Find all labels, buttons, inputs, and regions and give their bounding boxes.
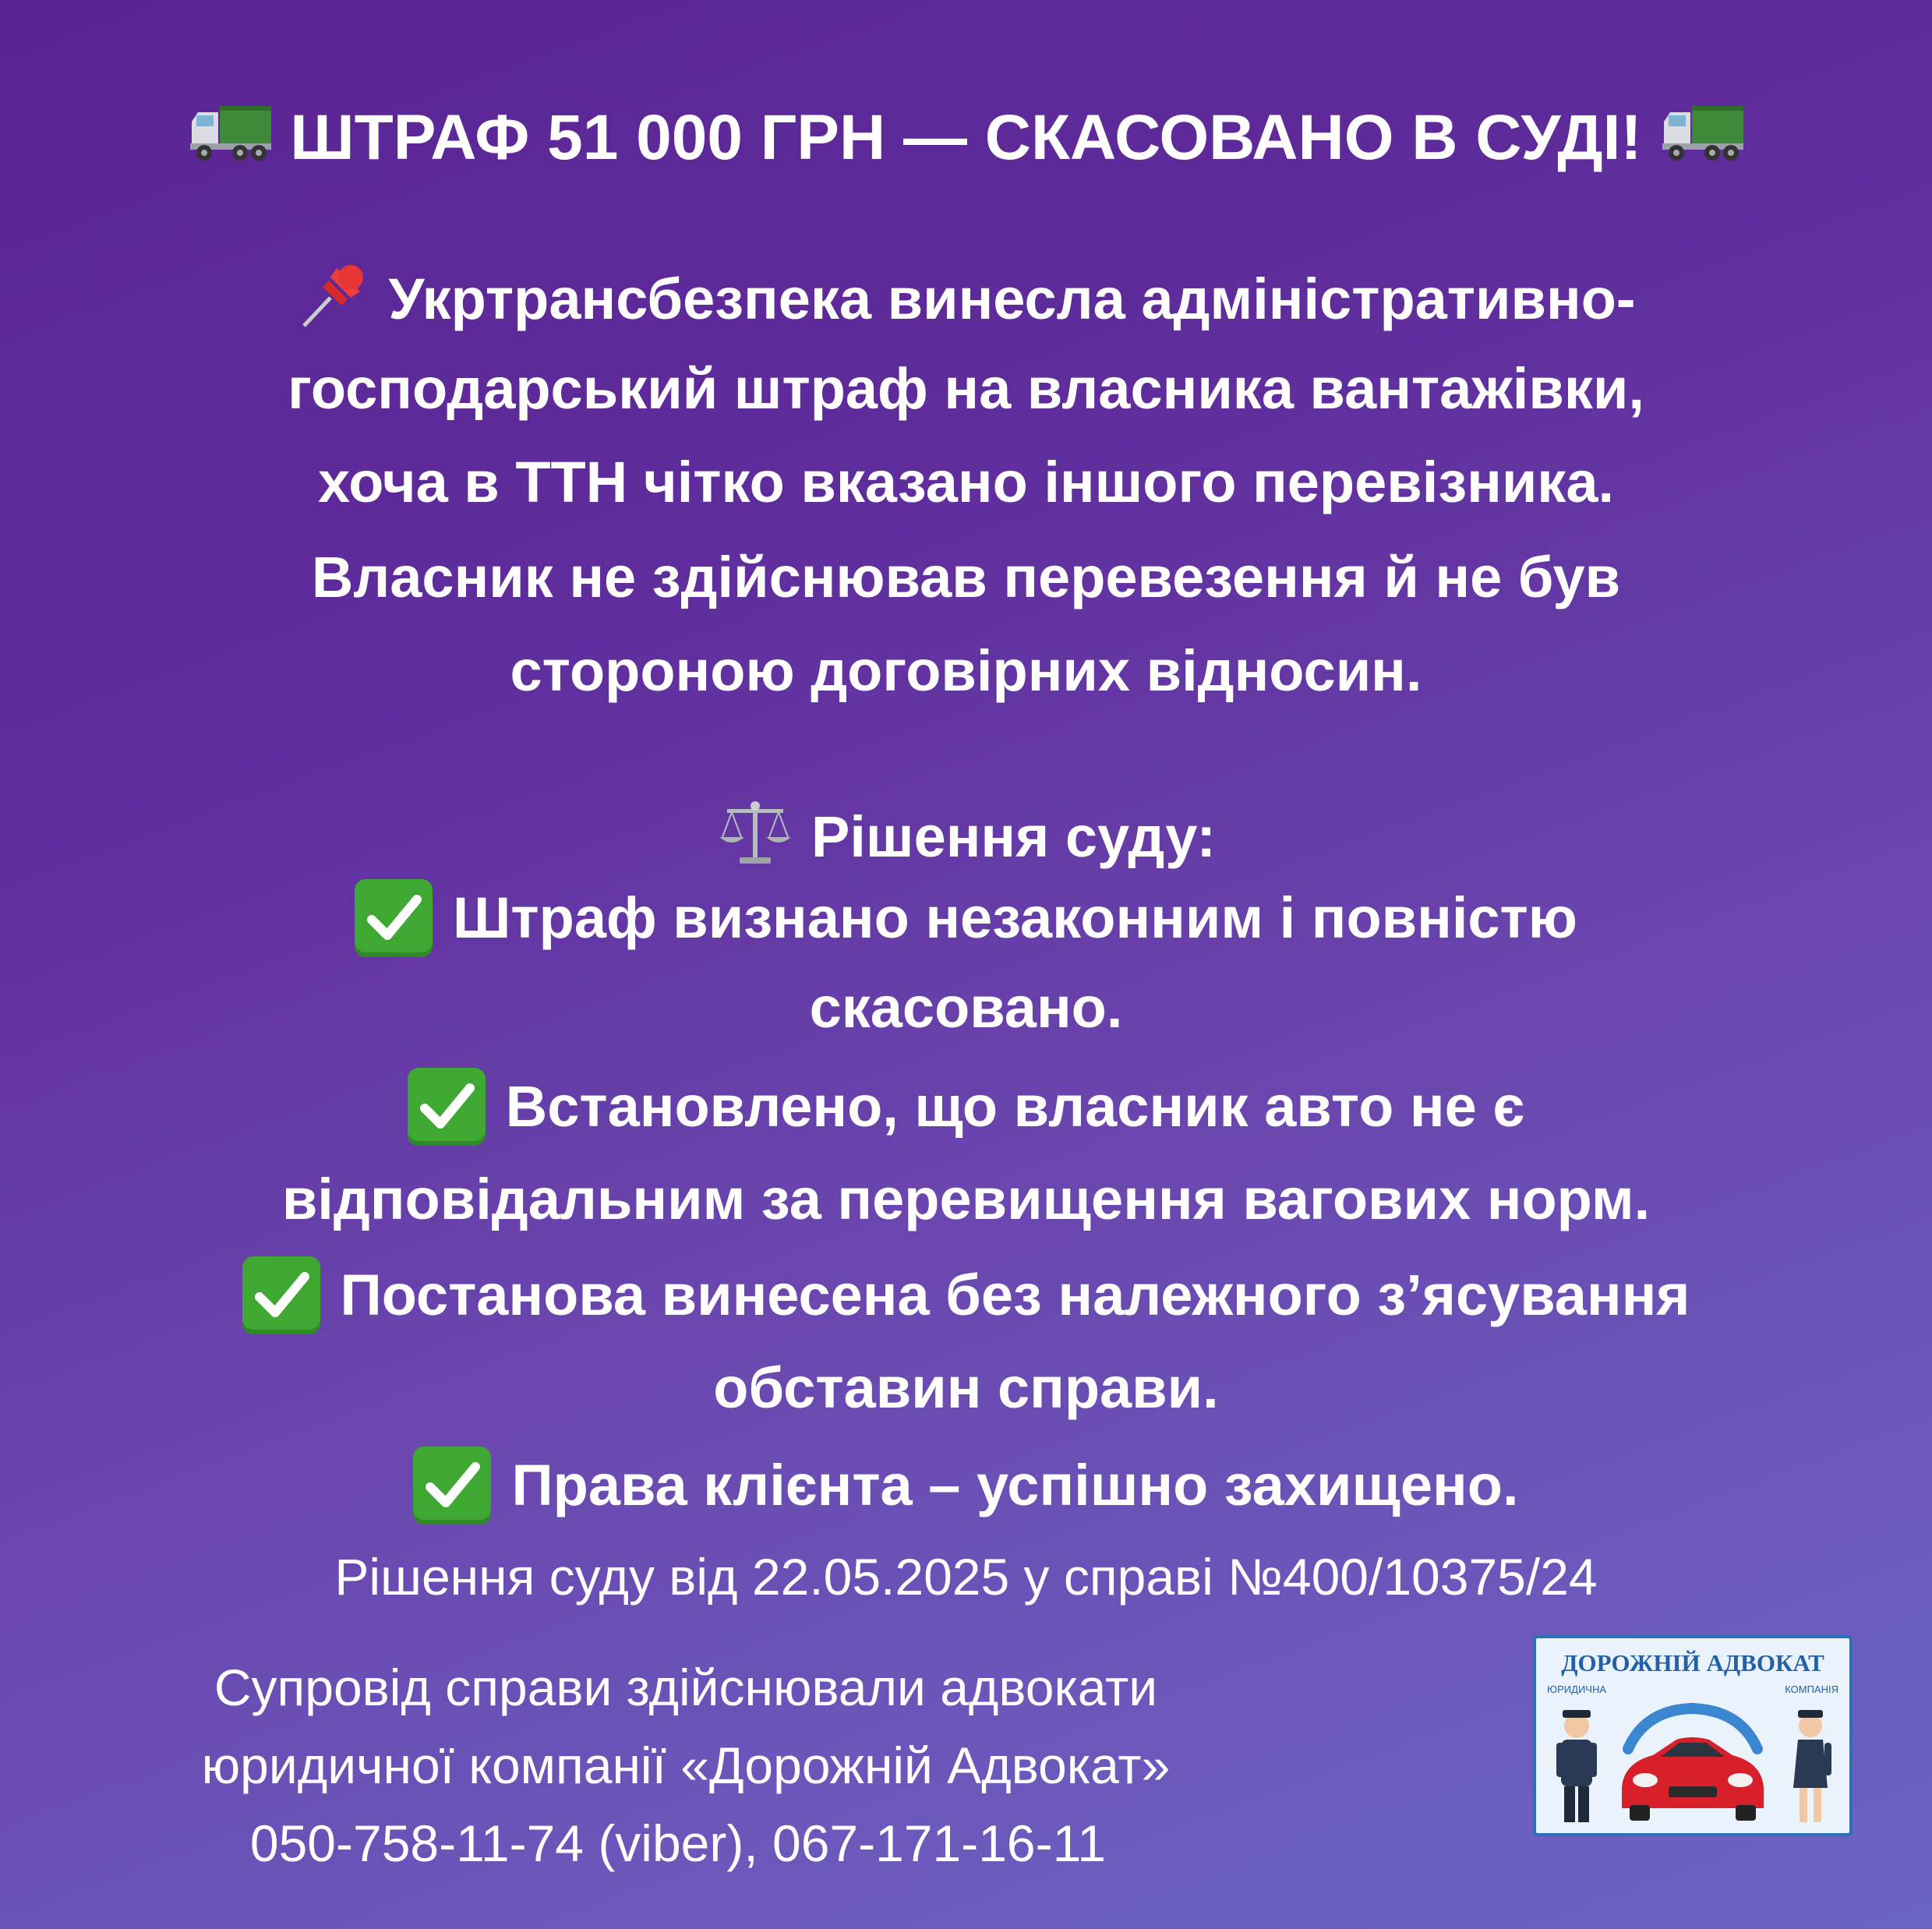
footer-line-1: Супровід справи здійснювали адвокати [214,1659,1158,1716]
company-logo [1533,1635,1853,1836]
decision-item-2-cont: відповідальним за перевищення вагових норм. [281,1167,1651,1231]
intro-line-4: Власник не здійснював перевезення й не був [311,545,1621,609]
decision-item-1-cont: скасовано. [809,975,1123,1040]
footer-line-3: 050-758-11-74 (viber), 067-171-16-11 [249,1814,1107,1872]
decision-item-3: Постанова винесена без належного з’ясування [0,1256,1932,1334]
check-mark-button-icon [355,879,433,957]
headline [0,101,1932,175]
intro-line-3: хоча в ТТН чітко вказано іншого перевізника. [317,450,1615,514]
decision-title: Рішення суду: [0,793,1932,881]
delivery-truck-icon [1659,101,1745,175]
intro-line-5: стороною договірних відносин. [510,638,1422,703]
headline-text: ШТРАФ 51 000 ГРН — СКАСОВАНО В СУДІ! [290,102,1642,173]
check-mark-button-icon [408,1068,486,1146]
decision-item-4: Права клієнта – успішно захищено. [0,1447,1932,1524]
logo-illustration [1536,1694,1849,1833]
check-mark-button-icon [242,1256,320,1334]
decision-item-1: Штраф визнано незаконним і повністю [0,879,1932,957]
decision-item-3-cont: обставин справи. [713,1355,1219,1420]
intro-line-1: Укртрансбезпека винесла адміністративно- [0,257,1932,341]
logo-caption-left: ЮРИДИЧНА [1547,1683,1607,1695]
logo-caption-right: КОМПАНІЯ [1785,1683,1838,1695]
intro-line-2: господарський штраф на власника вантажівки, [288,356,1644,421]
footer-line-2: юридичної компанії «Дорожній Адвокат» [201,1736,1171,1794]
logo-title: ДОРОЖНІЙ АДВОКАТ [1561,1649,1824,1676]
balance-scale-icon [716,793,794,881]
delivery-truck-icon [187,101,273,175]
decision-item-2: Встановлено, що власник авто не є [0,1068,1932,1146]
check-mark-button-icon [413,1447,491,1524]
pushpin-icon [296,257,371,341]
court-reference: Рішення суду від 22.05.2025 у справі №400/10375/24 [334,1548,1598,1606]
